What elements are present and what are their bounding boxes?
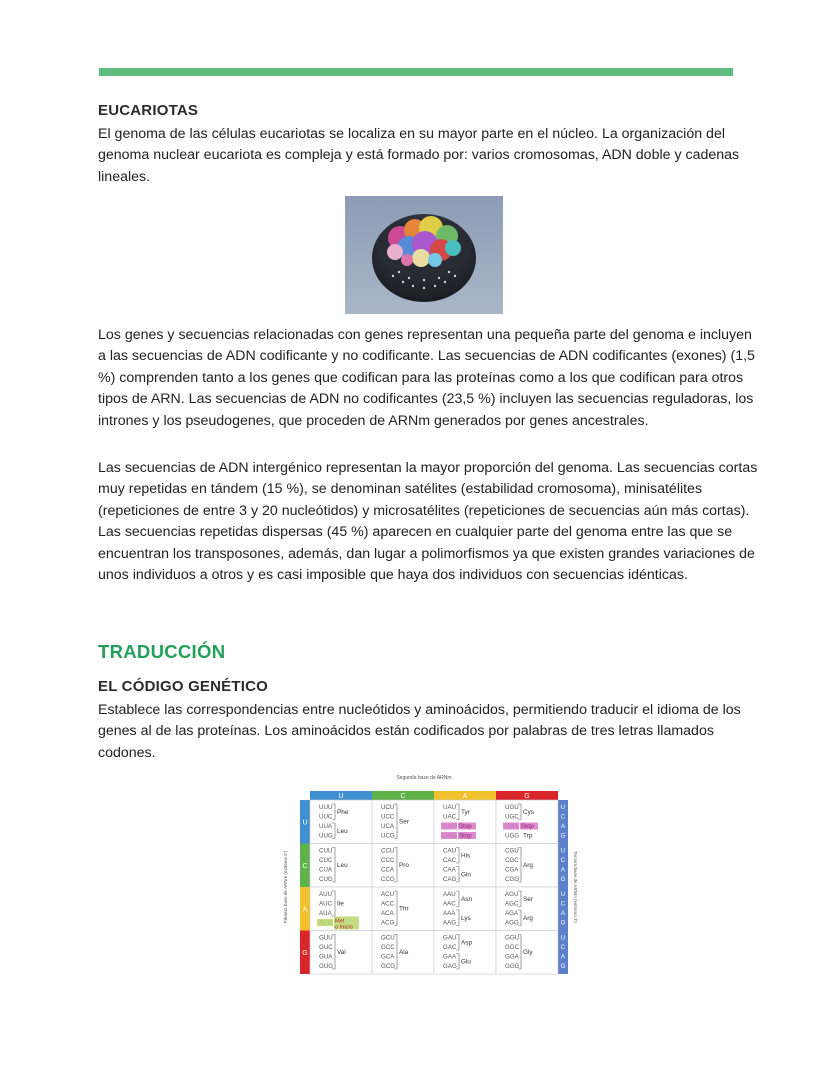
codon-label: CAG — [443, 876, 457, 883]
highlight-codon-bg — [317, 919, 333, 926]
codon-label: AAC — [443, 900, 456, 908]
codon-title-right: Tercera base de ARNm (extremo 3') — [573, 851, 578, 923]
third-base-label: C — [560, 813, 566, 821]
amino-acid-label: Tyr — [461, 808, 470, 816]
third-base-label: C — [560, 944, 566, 951]
amino-acid-label: o Inicio — [335, 924, 353, 931]
amino-acid-label: Stop — [459, 823, 472, 830]
codon-label: UCA — [381, 823, 395, 830]
codon-title-left: Primera base de ARNm (extremo 5') — [283, 850, 288, 924]
codon-label: GUC — [319, 944, 333, 951]
third-base-label: C — [560, 857, 566, 864]
second-base-label: C — [400, 793, 406, 800]
first-base-label: U — [302, 819, 308, 827]
codon-label: UAC — [443, 813, 457, 821]
amino-acid-label: Trp — [523, 832, 533, 840]
codon-label: UUU — [319, 804, 333, 811]
codon-label: GCC — [381, 944, 395, 951]
genetic-code-table — [280, 773, 578, 973]
codon-label: GAU — [443, 934, 457, 942]
amino-acid-label: Stop — [521, 823, 534, 830]
codon-label: CAA — [443, 866, 456, 874]
paragraph-genes-secuencias: Los genes y secuencias relacionadas con genes representan una pequeña parte del genoma e incluyen a las secuencias de ADN codificante y no codificante. Las secuencias de ADN codificantes (exones) (1,5 %) comprenden tanto a los genes que codifican para las proteínas como a los que codifican para otros tipos de ARN. Las secuencias de ADN no codificantes (23,5 %) incluyen las secuencias reguladoras, los intrones y los pseudogenes, que proceden de ARNm generados por genes ancestrales. — [98, 327, 755, 429]
amino-acid-label: Asn — [461, 895, 473, 903]
third-base-label: A — [560, 823, 566, 830]
codon-label: CCC — [381, 857, 395, 864]
third-base-label: U — [560, 804, 566, 811]
third-base-label: A — [560, 866, 566, 874]
amino-acid-label: Ile — [337, 900, 344, 908]
first-base-label: C — [302, 862, 308, 870]
codon-label: CCA — [381, 866, 395, 874]
third-base-label: G — [560, 963, 566, 970]
codon-label: AUU — [319, 891, 333, 898]
amino-acid-label: Arg — [523, 861, 533, 869]
codon-label: AAG — [443, 919, 457, 927]
codon-label: AAU — [443, 891, 456, 898]
third-base-label: U — [560, 934, 566, 942]
amino-acid-label: Ser — [523, 895, 533, 903]
amino-acid-label: Thr — [399, 905, 409, 913]
codon-label: GUU — [319, 934, 333, 942]
amino-acid-label: Gly — [523, 948, 533, 956]
third-base-label: G — [560, 832, 566, 840]
highlight-codon-bg — [503, 823, 519, 830]
amino-acid-label: Arg — [523, 914, 533, 922]
codon-label: CAU — [443, 847, 457, 855]
codon-label: CGC — [505, 857, 519, 864]
amino-acid-label: Ala — [399, 948, 409, 956]
codon-label: UCU — [381, 804, 395, 811]
codon-label: GGA — [505, 953, 519, 961]
amino-acid-label: Stop — [459, 832, 472, 840]
codon-label: GGU — [505, 934, 520, 942]
codon-label: AUC — [319, 900, 333, 908]
amino-acid-label: Gln — [461, 871, 471, 879]
codon-label: AUA — [319, 910, 332, 917]
codon-label: GCG — [381, 963, 396, 970]
codon-label: GGC — [505, 944, 520, 951]
codon-label: UAU — [443, 804, 457, 811]
third-base-label: U — [560, 891, 566, 898]
codon-label: ACC — [381, 900, 395, 908]
amino-acid-label: Pro — [399, 861, 409, 869]
amino-acid-label: Leu — [337, 861, 348, 869]
codon-label: GAC — [443, 944, 457, 951]
amino-acid-label: Val — [337, 948, 346, 956]
amino-acid-label: Met — [335, 918, 345, 925]
codon-label: GUG — [319, 963, 334, 970]
codon-label: UCG — [381, 832, 395, 840]
amino-acid-label: Glu — [461, 958, 471, 966]
subheading-codigo-genetico: EL CÓDIGO GENÉTICO — [98, 678, 269, 695]
codon-label: AGG — [505, 919, 519, 927]
codon-label: ACA — [381, 910, 394, 917]
second-base-label: U — [338, 793, 344, 800]
codon-label: CAC — [443, 857, 457, 864]
codon-label: CUU — [319, 847, 333, 855]
codon-label: UGU — [505, 804, 519, 811]
amino-acid-label: Ser — [399, 818, 409, 826]
codon-label: GCU — [381, 934, 395, 942]
third-base-label: U — [560, 847, 566, 855]
section-heading-eucariotas: EUCARIOTAS — [98, 102, 199, 119]
codon-label: CUA — [319, 866, 333, 874]
codon-label: UCC — [381, 813, 395, 821]
codon-label: ACU — [381, 891, 395, 898]
codon-label: UUC — [319, 813, 333, 821]
third-base-label: G — [560, 919, 566, 927]
amino-acid-label: His — [461, 852, 471, 860]
codon-label: CCG — [381, 876, 395, 883]
first-base-label: A — [302, 906, 308, 914]
highlight-codon-bg — [441, 832, 457, 839]
codon-label: CGU — [505, 847, 519, 855]
codon-label: CUG — [319, 876, 333, 883]
amino-acid-label: Cys — [523, 808, 535, 816]
section-heading-traduccion: TRADUCCIÓN — [98, 641, 226, 662]
amino-acid-label: Phe — [337, 808, 349, 816]
codon-label: GAA — [443, 953, 457, 961]
amino-acid-label: Lys — [461, 914, 471, 922]
codon-label: AGU — [505, 891, 519, 898]
codon-label: ACG — [381, 919, 395, 927]
amino-acid-label: Asp — [461, 939, 473, 947]
third-base-label: C — [560, 900, 566, 908]
codon-label: AGC — [505, 900, 519, 908]
codon-label: GAG — [443, 963, 457, 970]
codon-label: GGG — [505, 963, 520, 970]
third-base-label: A — [560, 953, 566, 961]
codon-title-top: Segunda base de ARNm — [396, 775, 452, 781]
codon-label: AAA — [443, 910, 456, 917]
second-base-label: A — [462, 793, 468, 800]
third-base-label: G — [560, 876, 566, 883]
cell-nucleus-image — [345, 196, 503, 314]
codon-label: UUA — [319, 823, 333, 830]
codon-label: CUC — [319, 857, 333, 864]
codon-label: AGA — [505, 910, 519, 917]
amino-acid-label: Leu — [337, 827, 348, 835]
first-base-label: G — [302, 949, 308, 957]
codon-label: GUA — [319, 953, 333, 961]
second-base-label: G — [524, 793, 530, 800]
paragraph-codigo-genetico: Establece las correspondencias entre nucleótidos y aminoácidos, permitiendo traducir el idioma de los genes al de las proteínas. Los aminoácidos están codificados por palabras de tres letras llamados codones. — [98, 702, 741, 761]
third-base-label: A — [560, 910, 566, 917]
codon-label: CGG — [505, 876, 520, 883]
accent-divider — [99, 68, 733, 76]
paragraph-adn-intergenico: Las secuencias de ADN intergénico representan la mayor proporción del genoma. Las secuencias cortas muy repetidas en tándem (15 %), se denominan satélites (estabilidad cromosoma), minisatélites (repeticiones de entre 3 y 20 nucleótidos) y microsatélites (repeticiones de secuencias aún más cortas). Las secuencias repetidas dispersas (45 %) aparecen en cualquier parte del genoma entre las que se encuentran los transposones, además, dan lugar a polimorfismos ya que existen grandes variaciones de unos individuos a otros y es casi imposible que haya dos individuos con secuencias idénticas. — [98, 460, 758, 584]
codon-label: UUG — [319, 832, 333, 840]
codon-label: CGA — [505, 866, 519, 874]
codon-label: UGC — [505, 813, 519, 821]
paragraph-eucariotas-intro: El genoma de las células eucariotas se localiza en su mayor parte en el núcleo. La organización del genoma nuclear eucariota es compleja y está formado por: varios cromosomas, ADN doble y cadenas lineales. — [98, 126, 740, 185]
codon-label: GCA — [381, 953, 395, 961]
highlight-codon-bg — [441, 823, 457, 830]
codon-label: CCU — [381, 847, 395, 855]
codon-label: UGG — [505, 832, 520, 840]
